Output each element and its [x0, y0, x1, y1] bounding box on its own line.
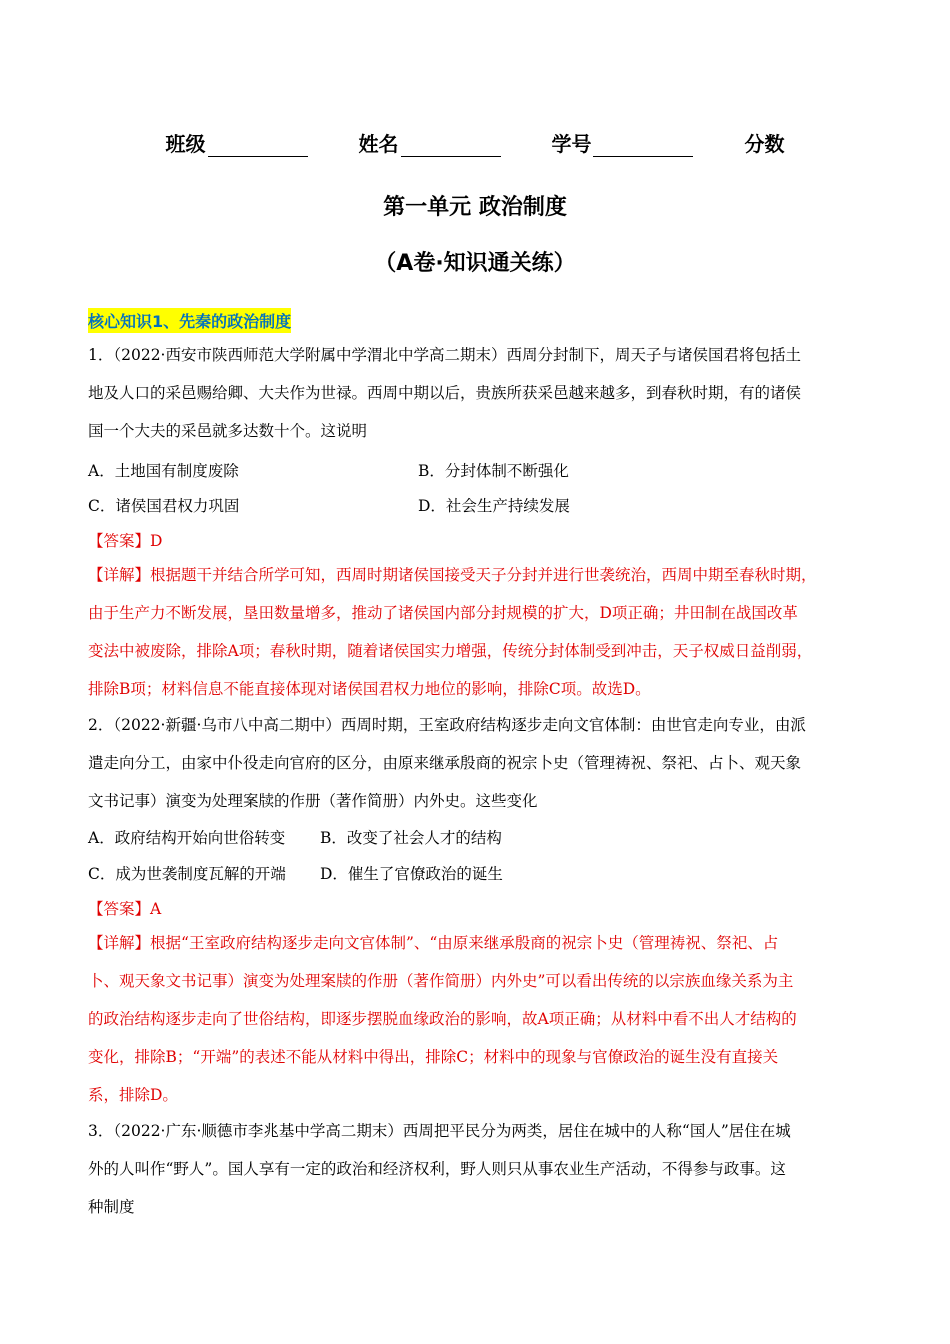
q1-answer: 【答案】D	[88, 532, 163, 550]
question-3-stem: 3．（2022·广东·顺德市李兆基中学高二期末）西周把平民分为两类，居住在城中的人称“国人”居住在城 外的人叫作“野人”。国人享有一定的政治和经济权利，野人则只从事农业生产活动，不得参与政事。这 种制度	[88, 1122, 791, 1216]
question-1-stem: 1．（2022·西安市陕西师范大学附属中学渭北中学高二期末）西周分封制下，周天子与诸侯国君将包括土 地及人口的采邑赐给卿、大夫作为世禄。西周中期以后，贵族所获采邑越来越多，到春秋时期，有的诸侯 国一个大夫的采邑就多达数十个。这说明	[88, 346, 802, 440]
q2-option-c[interactable]: C．成为世袭制度瓦解的开端	[88, 865, 286, 883]
q2-answer: 【答案】A	[88, 900, 162, 918]
paper-subtitle: （A卷·知识通关练）	[374, 251, 576, 276]
unit-title: 第一单元 政治制度	[383, 195, 567, 220]
q2-option-d[interactable]: D．催生了官僚政治的诞生	[320, 865, 503, 883]
name-field[interactable]: 姓名	[359, 128, 501, 157]
id-field[interactable]: 学号	[551, 128, 693, 157]
class-field[interactable]: 班级	[166, 128, 308, 157]
question-2-stem: 2．（2022·新疆·乌市八中高二期中）西周时期，王室政府结构逐步走向文官体制：由世官走向专业，由派 遣走向分工，由家中仆役走向官府的区分，由原来继承殷商的祝宗卜史（管理祷祝、祭祀、占卜、观天象 文书记事）演变为处理案牍的作册（著作简册）内外史。这些变化	[88, 716, 806, 810]
q2-option-a[interactable]: A．政府结构开始向世俗转变	[88, 829, 286, 847]
q1-option-d[interactable]: D．社会生产持续发展	[418, 497, 570, 515]
q1-option-c[interactable]: C．诸侯国君权力巩固	[88, 497, 240, 515]
score-field: 分数	[744, 132, 785, 156]
q1-option-a[interactable]: A．土地国有制度废除	[88, 462, 239, 480]
q2-explanation: 【详解】根据“王室政府结构逐步走向文官体制”、“由原来继承殷商的祝宗卜史（管理祷祝、祭祀、占 卜、观天象文书记事）演变为处理案牍的作册（著作简册）内外史”可以看出传统的以宗族血缘关系为主 的政治结构逐步走向了世俗结构，即逐步摆脱血缘政治的影响，故A项正确；从材料中看不出人才结构的 变化，排除B；“开端”的表述不能从材料中得出，排除C；材料中的现象与官僚政治的诞生没有直接关 系，排除D。	[88, 934, 797, 1104]
q1-option-b[interactable]: B．分封体制不断强化	[418, 462, 569, 480]
class-blank	[208, 136, 308, 157]
q1-explanation: 【详解】根据题干并结合所学可知，西周时期诸侯国接受天子分封并进行世袭统治，西周中期至春秋时期， 由于生产力不断发展，垦田数量增多，推动了诸侯国内部分封规模的扩大，D项正确；井田制在战国改革 变法中被废除，排除A项；春秋时期，随着诸侯国实力增强，传统分封体制受到冲击，天子权威日益削弱， 排除B项；材料信息不能直接体现对诸侯国君权力地位的影响，排除C项。故选D。	[88, 566, 817, 698]
name-blank	[401, 136, 501, 157]
q2-option-b[interactable]: B．改变了社会人才的结构	[320, 829, 502, 847]
student-info-line	[0, 128, 950, 157]
section-heading: 核心知识1、先秦的政治制度	[88, 308, 291, 333]
id-blank	[593, 136, 693, 157]
